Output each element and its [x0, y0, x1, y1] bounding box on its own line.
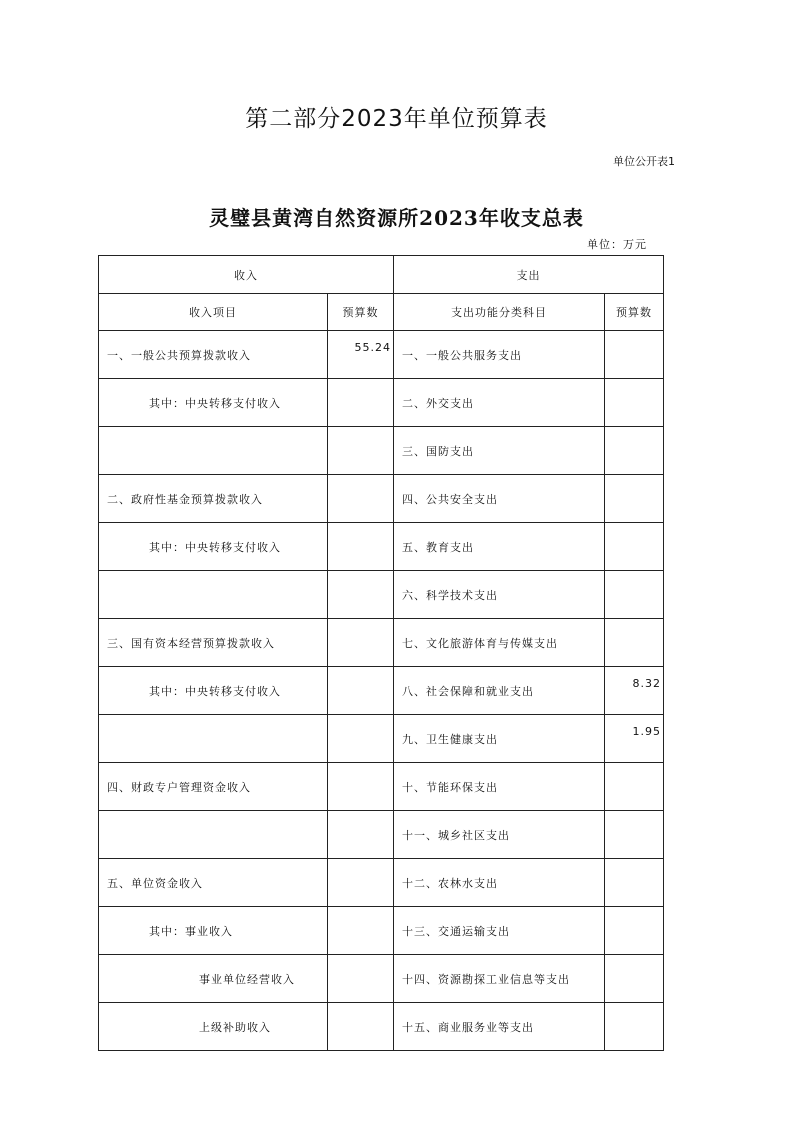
income-item: 其中：中央转移支付收入 [99, 523, 328, 571]
table-row [99, 331, 664, 379]
table-row [99, 859, 664, 907]
income-item: 上级补助收入 [99, 1003, 328, 1051]
table-row [99, 571, 664, 619]
expense-amount [605, 331, 664, 379]
table-row [99, 955, 664, 1003]
income-item: 一、一般公共预算拨款收入 [99, 331, 328, 379]
income-amount [328, 715, 394, 763]
income-amount [328, 811, 394, 859]
income-amount [328, 571, 394, 619]
expense-group-header: 支出 [394, 256, 664, 294]
expense-item: 十三、交通运输支出 [394, 907, 605, 955]
expense-amount [605, 811, 664, 859]
group-header-row [99, 256, 664, 294]
table-row [99, 715, 664, 763]
expense-amount: 1.95 [605, 715, 664, 763]
income-item: 事业单位经营收入 [99, 955, 328, 1003]
expense-amount-column-header: 预算数 [605, 294, 664, 331]
expense-item: 六、科学技术支出 [394, 571, 605, 619]
expense-amount: 8.32 [605, 667, 664, 715]
expense-item: 十四、资源勘探工业信息等支出 [394, 955, 605, 1003]
income-item [99, 715, 328, 763]
income-item [99, 427, 328, 475]
income-amount-column-header: 预算数 [328, 294, 394, 331]
income-item: 其中：中央转移支付收入 [99, 667, 328, 715]
income-amount: 55.24 [328, 331, 394, 379]
budget-table [98, 255, 664, 1051]
expense-item: 二、外交支出 [394, 379, 605, 427]
expense-item: 三、国防支出 [394, 427, 605, 475]
expense-amount [605, 571, 664, 619]
income-amount [328, 763, 394, 811]
expense-item: 十、节能环保支出 [394, 763, 605, 811]
income-amount [328, 619, 394, 667]
table-title: 灵璧县黄湾自然资源所2023年收支总表 [209, 206, 584, 230]
table-row [99, 667, 664, 715]
expense-item: 四、公共安全支出 [394, 475, 605, 523]
expense-amount [605, 619, 664, 667]
expense-item-column-header: 支出功能分类科目 [394, 294, 605, 331]
income-item: 二、政府性基金预算拨款收入 [99, 475, 328, 523]
table-row [99, 907, 664, 955]
income-item: 三、国有资本经营预算拨款收入 [99, 619, 328, 667]
expense-amount [605, 763, 664, 811]
unit-label: 单位：万元 [587, 238, 647, 251]
expense-item: 九、卫生健康支出 [394, 715, 605, 763]
expense-item: 十二、农林水支出 [394, 859, 605, 907]
income-amount [328, 907, 394, 955]
income-item: 其中：事业收入 [99, 907, 328, 955]
income-item [99, 811, 328, 859]
table-row [99, 427, 664, 475]
expense-amount [605, 427, 664, 475]
expense-amount [605, 379, 664, 427]
income-item: 五、单位资金收入 [99, 859, 328, 907]
income-amount [328, 667, 394, 715]
income-amount [328, 1003, 394, 1051]
expense-amount [605, 523, 664, 571]
table-row [99, 811, 664, 859]
income-item: 四、财政专户管理资金收入 [99, 763, 328, 811]
expense-amount [605, 859, 664, 907]
expense-item: 八、社会保障和就业支出 [394, 667, 605, 715]
table-row [99, 619, 664, 667]
table-row [99, 475, 664, 523]
income-amount [328, 859, 394, 907]
income-amount [328, 523, 394, 571]
expense-amount [605, 907, 664, 955]
income-item: 其中：中央转移支付收入 [99, 379, 328, 427]
table-row [99, 763, 664, 811]
expense-amount [605, 955, 664, 1003]
expense-item: 十一、城乡社区支出 [394, 811, 605, 859]
table-row [99, 379, 664, 427]
page-title: 第二部分2023年单位预算表 [245, 106, 548, 132]
income-item [99, 571, 328, 619]
income-amount [328, 379, 394, 427]
table-row [99, 1003, 664, 1051]
income-amount [328, 475, 394, 523]
income-amount [328, 427, 394, 475]
income-amount [328, 955, 394, 1003]
income-item-column-header: 收入项目 [99, 294, 328, 331]
expense-amount [605, 1003, 664, 1051]
expense-item: 一、一般公共服务支出 [394, 331, 605, 379]
expense-item: 十五、商业服务业等支出 [394, 1003, 605, 1051]
table-row [99, 523, 664, 571]
form-number: 单位公开表1 [613, 155, 675, 168]
column-header-row [99, 294, 664, 331]
income-group-header: 收入 [99, 256, 394, 294]
expense-amount [605, 475, 664, 523]
expense-item: 七、文化旅游体育与传媒支出 [394, 619, 605, 667]
expense-item: 五、教育支出 [394, 523, 605, 571]
